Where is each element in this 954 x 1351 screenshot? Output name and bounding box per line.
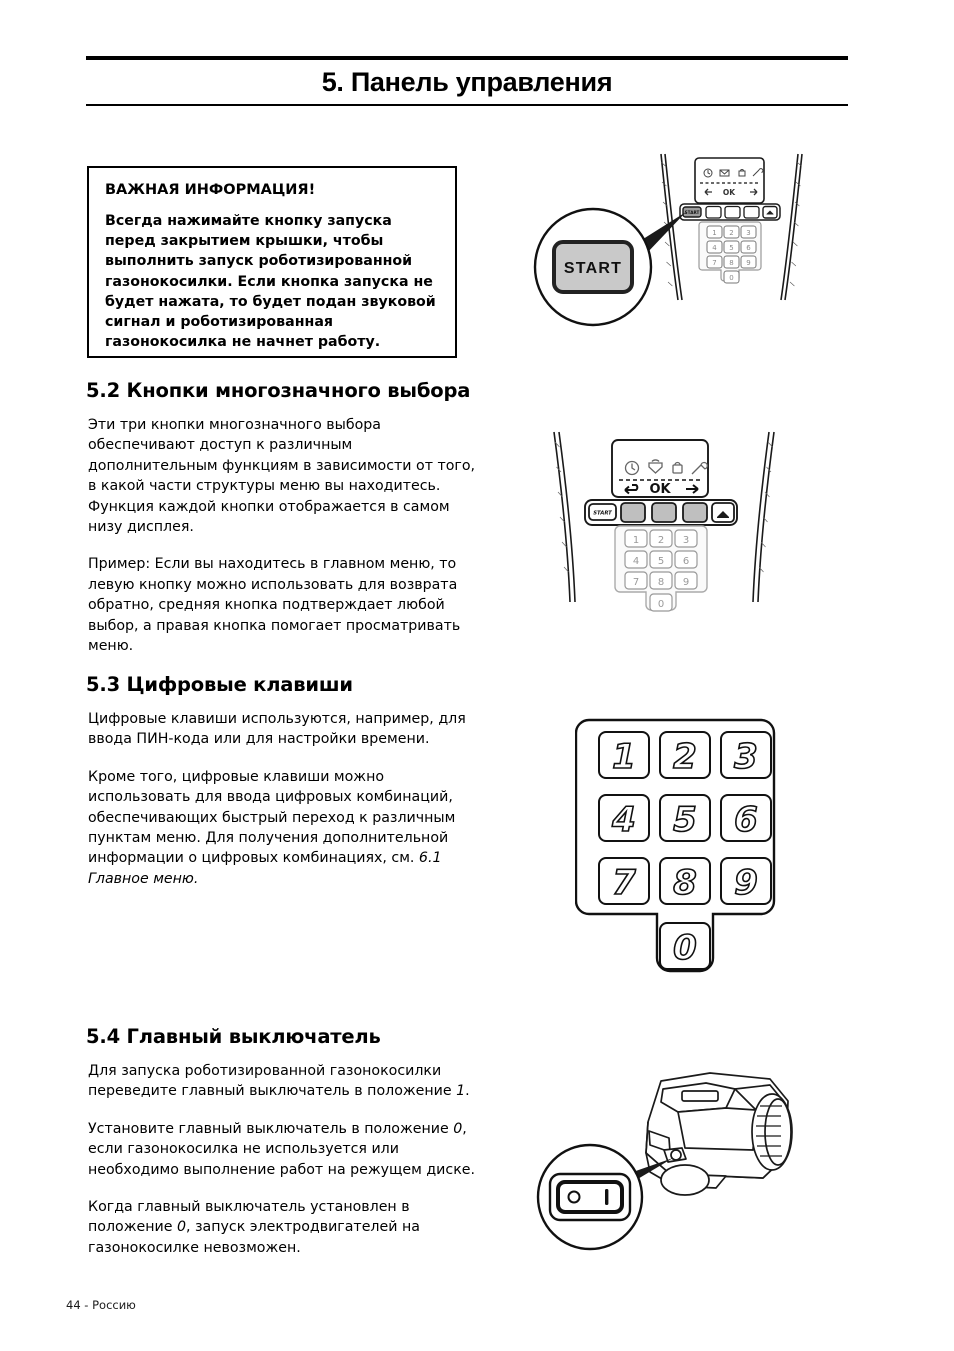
cover-edge-right-inner	[785, 154, 802, 300]
svg-text:2: 2	[729, 229, 734, 237]
s54-p1-pre: Для запуска роботизированной газонокосилки переведите главный выключатель в положение	[88, 1063, 457, 1100]
numeric-keypad-illustration	[575, 706, 795, 986]
numkey-4-label: 4	[612, 800, 636, 840]
cover-edge-right-outer	[753, 432, 769, 602]
softkey-ok-label: OK	[722, 188, 736, 197]
svg-text:5: 5	[729, 244, 734, 252]
svg-text:8: 8	[729, 259, 734, 267]
mower-front-wheel	[661, 1165, 709, 1195]
svg-text:6: 6	[746, 244, 751, 252]
svg-text:9: 9	[682, 577, 690, 588]
s54-p3-italic-value: 0	[176, 1219, 186, 1236]
section-5-4-paragraph-1	[88, 1061, 482, 1102]
svg-text:7: 7	[712, 259, 717, 267]
important-information-box	[87, 166, 457, 358]
s54-p1-post: .	[465, 1083, 470, 1100]
section-5-3	[88, 673, 482, 889]
svg-text:2: 2	[657, 535, 665, 546]
svg-text:0: 0	[657, 599, 665, 610]
start-key-label: START	[593, 510, 612, 517]
numkey-2-label: 2	[673, 737, 697, 777]
mower-mid-panel	[678, 1108, 756, 1150]
header-rule-bottom	[86, 104, 848, 106]
numkey-9-label: 9	[734, 863, 758, 903]
section-5-3-heading: 5.3 Цифровые клавиши	[86, 673, 353, 696]
svg-text:4: 4	[632, 556, 640, 567]
svg-text:0: 0	[729, 274, 734, 282]
svg-text:3: 3	[682, 535, 690, 546]
section-5-4-heading: 5.4 Главный выключатель	[86, 1025, 381, 1048]
page-footer: 44 - Россию	[66, 1298, 136, 1312]
section-5-3-paragraph-2	[88, 767, 482, 889]
numkey-5-label: 5	[673, 800, 697, 840]
s54-p2-pre: Установите главный выключатель в положение	[88, 1120, 454, 1137]
main-switch-on-mower	[671, 1150, 681, 1160]
svg-text:5: 5	[657, 556, 665, 567]
switch-on-symbol	[605, 1189, 608, 1205]
section-5-2-paragraph-1: Эти три кнопки многозначного выбора обеспечивают доступ к различным дополнительным функциям в зависимости от того, в какой части структуры меню вы находитесь. Функция каждой кнопки отображается в самом низу дисплея.	[88, 417, 476, 536]
svg-text:6: 6	[682, 556, 690, 567]
numkey-0-label: 0	[673, 928, 697, 968]
softkey-right	[683, 503, 707, 522]
svg-text:7: 7	[632, 577, 640, 588]
s54-p1-italic-value: 1	[456, 1083, 466, 1100]
chapter-header	[86, 56, 848, 106]
section-5-3-paragraph-1: Цифровые клавиши используются, например, для ввода ПИН-кода или для настройки времени.	[88, 711, 466, 748]
start-key-label: START	[684, 210, 700, 215]
cover-edge-left-inner	[559, 432, 575, 602]
softkey-right	[744, 207, 759, 219]
numkey-7-label: 7	[612, 863, 636, 903]
svg-text:3: 3	[746, 229, 751, 237]
softkey-left	[706, 207, 721, 219]
mower-rear-wheel-inner	[765, 1099, 791, 1165]
svg-text:4: 4	[712, 244, 717, 252]
numkey-6-label: 6	[734, 800, 758, 840]
softkey-left	[621, 503, 645, 522]
section-5-2-paragraph-2: Пример: Если вы находитесь в главном меню, то левую кнопку можно использовать для возврата обратно, средняя кнопка подтверждает любой выбор, а правая кнопка помогает просматривать меню.	[88, 556, 461, 655]
main-switch-illustration	[520, 1052, 860, 1280]
section-5-4-paragraph-3	[88, 1197, 482, 1258]
svg-text:9: 9	[746, 259, 751, 267]
s54-p2-italic-value: 0	[453, 1120, 463, 1137]
mower-display-slot	[682, 1091, 718, 1101]
section-5-3-paragraph-2-text: Кроме того, цифровые клавиши можно использовать для ввода цифровых комбинаций, обеспечивающих быстрый переход к различным пунктам меню. Для получения дополнительной информации о цифровых комбинациях, см.	[88, 768, 456, 867]
section-5-2	[88, 379, 482, 656]
svg-text:1: 1	[712, 229, 717, 237]
s54-p3-pre: Когда главный выключатель установлен в положение	[88, 1199, 410, 1236]
numkey-3-label: 3	[734, 737, 758, 777]
control-panel-illustration	[540, 412, 820, 628]
important-box-text: Всегда нажимайте кнопку запуска перед закрытием крышки, чтобы выполнить запуск роботизированной газонокосилки. Если кнопка запуска не будет нажата, то будет подан звуковой сигнал и роботизированная газонокосилка не начнет работу.	[105, 213, 436, 351]
figure-numeric-keypad	[575, 706, 795, 986]
section-5-4	[88, 1025, 482, 1258]
s54-p3-post: , запуск электродвигателей на газонокосилке невозможен.	[88, 1219, 420, 1256]
numkey-8-label: 8	[673, 863, 697, 903]
svg-text:1: 1	[632, 535, 640, 546]
start-button-label: START	[563, 260, 623, 277]
s54-p2-post: , если газонокосилка не используется или необходимо выполнение работ на режущем диске.	[88, 1120, 475, 1178]
cover-edge-right-outer	[781, 154, 798, 300]
figure-main-switch	[520, 1052, 860, 1280]
section-5-4-paragraph-2	[88, 1119, 482, 1180]
softkey-middle	[725, 207, 740, 219]
softkey-middle	[652, 503, 676, 522]
figure-start-button	[528, 142, 858, 360]
svg-text:8: 8	[657, 577, 665, 588]
section-5-2-heading: 5.2 Кнопки многозначного выбора	[86, 379, 471, 402]
page-title: 5. Панель управления	[321, 67, 613, 97]
section-5-3-cross-reference: 6.1 Главное меню.	[88, 850, 442, 887]
softkey-ok-label: OK	[649, 482, 671, 497]
important-box-title: ВАЖНАЯ ИНФОРМАЦИЯ!	[105, 182, 316, 198]
numkey-1-label: 1	[612, 737, 636, 777]
figure-control-panel	[540, 412, 820, 628]
start-button-illustration	[528, 142, 858, 360]
